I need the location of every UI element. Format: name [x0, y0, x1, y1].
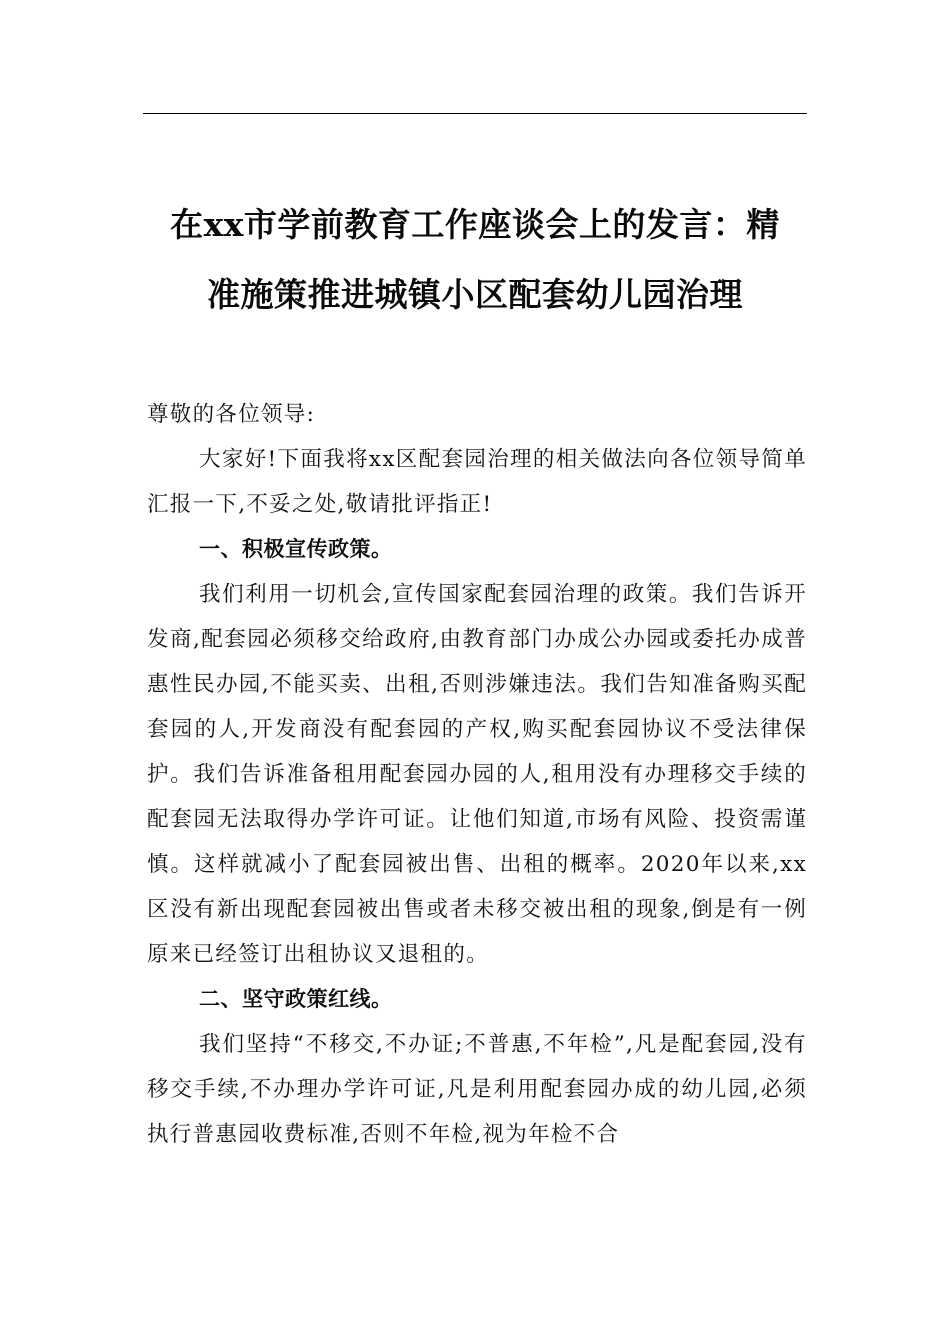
- intro-paragraph: 大家好!下面我将xx区配套园治理的相关做法向各位领导简单汇报一下,不妥之处,敬请批评指正!: [147, 447, 807, 517]
- salutation: 尊敬的各位领导:: [147, 402, 316, 427]
- document-body: [147, 392, 807, 1157]
- header-rule: [143, 113, 807, 114]
- document-title: [143, 190, 807, 330]
- title-line-2: 准施策推进城镇小区配套幼儿园治理: [207, 275, 743, 314]
- section-body-1: 我们利用一切机会,宣传国家配套园治理的政策。我们告诉开发商,配套园必须移交给政府,由教育部门办成公办园或委托办成普惠性民办园,不能买卖、出租,否则涉嫌违法。我们告知准备购买配套园的人,开发商没有配套园的产权,购买配套园协议不受法律保护。我们告诉准备租用配套园办园的人,租用没有办理移交手续的配套园无法取得办学许可证。让他们知道,市场有风险、投资需谨慎。这样就减小了配套园被出售、出租的概率。2020年以来,xx区没有新出现配套园被出售或者未移交被出租的现象,倒是有一例原来已经签订出租协议又退租的。: [147, 582, 807, 967]
- title-line-1: 在xx市学前教育工作座谈会上的发言：精: [170, 205, 780, 244]
- section-heading-1: 一、积极宣传政策。: [199, 537, 393, 561]
- section-body-2: 我们坚持“不移交,不办证;不普惠,不年检”,凡是配套园,没有移交手续,不办理办学许可证,凡是利用配套园办成的幼儿园,必须执行普惠园收费标准,否则不年检,视为年检不合: [147, 1032, 807, 1147]
- section-heading-2: 二、坚守政策红线。: [199, 987, 393, 1011]
